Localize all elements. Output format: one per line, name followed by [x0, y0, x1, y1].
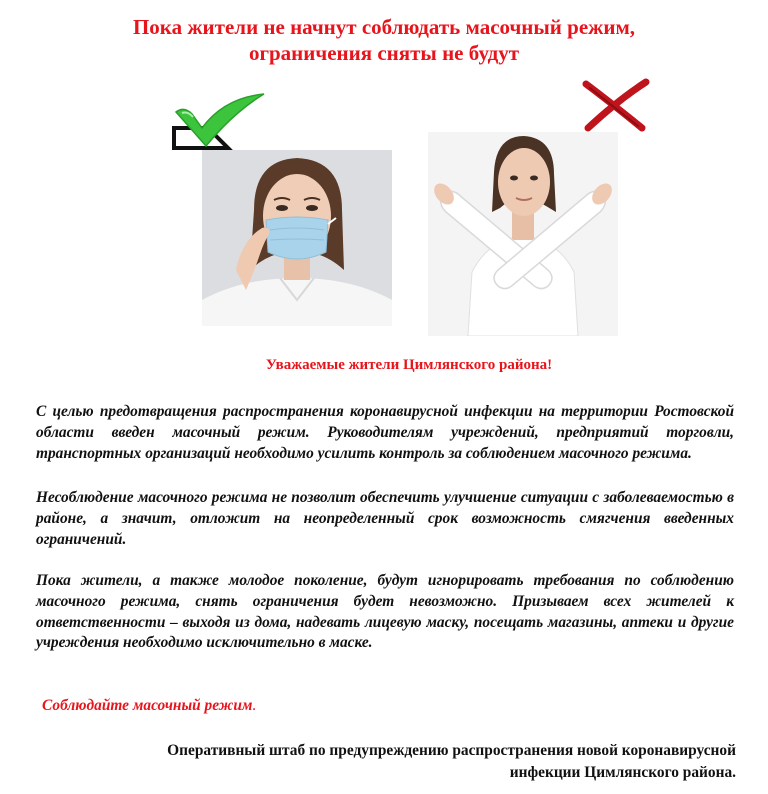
page-title	[0, 14, 768, 66]
body-paragraph-2: Несоблюдение масочного режима не позволит обеспечить улучшение ситуации с заболеваемостью в районе, а значит, отложит на неопределенный срок возможность смягчения введенных ограничений.	[36, 489, 734, 548]
body-paragraph-1: С целью предотвращения распространения коронавирусной инфекции на территории Ростовской области введен масочный режим. Руководителям учреждений, предприятий торговли, транспортных организаций необходимо усилить контроль за соблюдением масочного режима.	[36, 403, 734, 462]
footer-line-1: Оперативный штаб по предупреждению распространения новой коронавирусной	[167, 742, 736, 759]
footer-line-2: инфекции Цимлянского района.	[509, 764, 736, 781]
greeting-heading: Уважаемые жители Цимлянского района!	[265, 357, 553, 373]
red-cross-icon	[580, 78, 650, 134]
green-checkmark-icon	[168, 90, 268, 154]
woman-crossing-arms-photo	[428, 132, 618, 336]
title-line-2: ограничения сняты не будут	[248, 41, 520, 65]
mask-notice-period: .	[252, 697, 257, 714]
body-paragraph-3: Пока жители, а также молодое поколение, будут игнорировать требования по соблюдению масочного режима, снять ограничения будет невозможно. Призываем всех жителей к ответственности – выходя из дома, надевать лицевую маску, посещать магазины, аптеки и другие учреждения необходимо исключительно в маске.	[36, 572, 734, 652]
mask-notice	[42, 697, 256, 715]
footer-signature	[36, 740, 736, 784]
mask-notice-text: Соблюдайте масочный режим	[42, 697, 253, 714]
woman-with-mask-photo	[202, 150, 392, 326]
title-line-1: Пока жители не начнут соблюдать масочный режим,	[132, 15, 636, 39]
